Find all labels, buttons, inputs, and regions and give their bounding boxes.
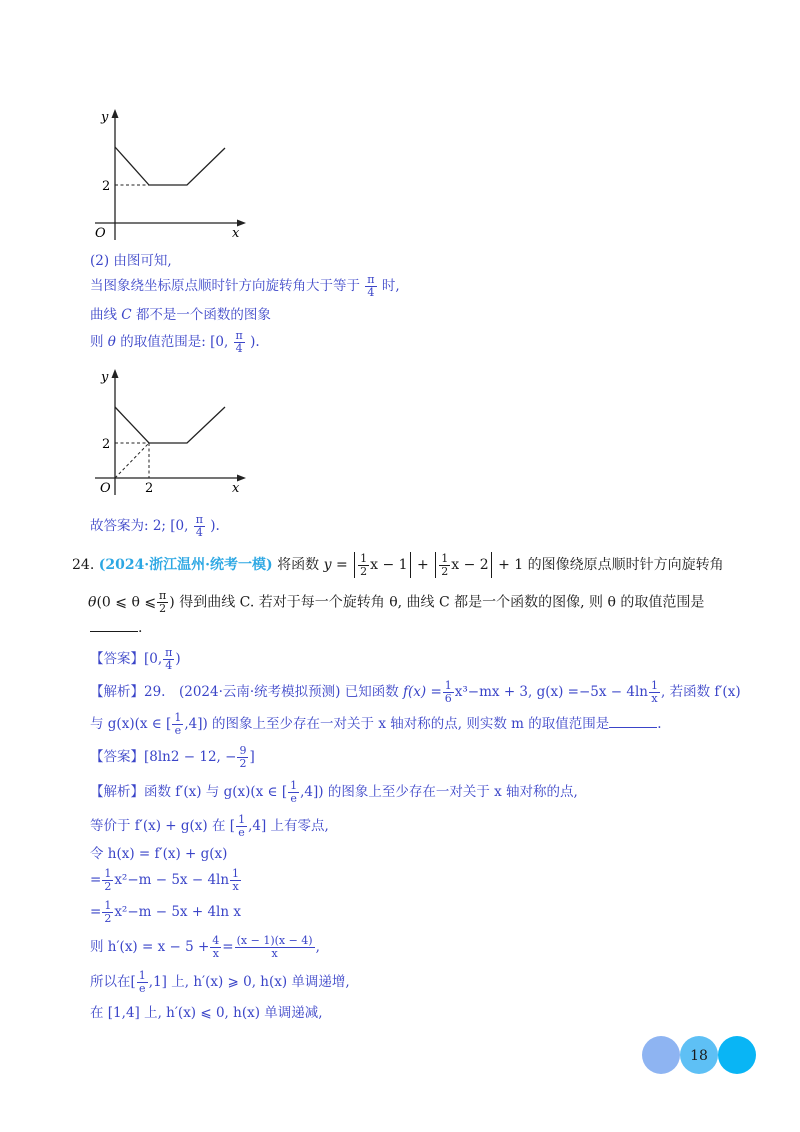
fraction: $\frac{1}{e}$ [238,813,246,839]
graph-2-tick-y: 2 [102,437,111,452]
graph-2-curve [115,407,225,443]
page-number: 18 [690,1048,708,1064]
analysis-line-2: 等价于 f′(x) + g(x) 在 [ $\frac{1}{e}$ ,4] 上有零点, [90,813,329,839]
fraction: $\frac{1}{x}$ [651,679,658,705]
analysis-line-6: 则 h′(x) = x − 5 + $\frac{4}{x}$ = $\frac{(x - 1)(x - 4)}{x}$ , [90,934,320,960]
fraction: $\frac{4}{x}$ [212,934,220,960]
fraction: $\frac{1}{e}$ [138,969,146,995]
graph-1-x-label: x [232,226,240,241]
fraction: $\frac{\pi}{4}$ [195,513,203,539]
page-number-badge [640,1035,760,1077]
graph-1-y-arrow [112,109,119,118]
fraction: $\frac{1}{e}$ [174,711,182,737]
solution-line-2: 当图象绕坐标原点顺时针方向旋转角大于等于 $\frac{\pi}{4}$ 时, [90,273,400,299]
graph-1-curve [115,147,225,185]
analysis-intro-line-2: 与 g(x)(x ∈ [ $\frac{1}{e}$ ,4]) 的图象上至少存在一对关于 x 轴对称的点, 则实数 m 的取值范围是 . [90,711,662,737]
problem-24-line-1: 24. (2024·浙江温州·统考一模) 将函数 y = $\frac{1}{2}$ x − 1 + $\frac{1}{2}$ x − 2 + 1 的图像绕原点顺时针方向旋转角 [72,551,724,578]
graph-2-tick-x: 2 [145,481,154,496]
solution-line-4: 则 θ 的取值范围是: [0, $\frac{\pi}{4}$ ). [90,329,260,355]
problem-24-line-3: . [90,618,142,638]
analysis-intro-line-1: 【解析】29. (2024·云南·统考模拟预测) 已知函数 f(x) = $\frac{1}{6}$ x³−mx + 3, g(x) =−5x − 4ln $\frac{1}{x}$ , 若函数 f′(x) [90,679,741,705]
fraction: $\frac{1}{6}$ [444,679,452,705]
graph-2-y-arrow [112,369,119,378]
fraction: $\frac{1}{2}$ [360,551,368,578]
fraction: $\frac{1}{e}$ [290,779,298,805]
fraction: $\frac{1}{2}$ [104,867,112,893]
fraction: $\frac{9}{2}$ [239,744,247,770]
graph-2-origin: O [100,481,111,496]
graph-2 [85,365,255,505]
fraction: $\frac{\pi}{4}$ [165,646,173,672]
analysis-line-5: = $\frac{1}{2}$ x²−m − 5x + 4ln x [90,899,241,925]
answer-blank [90,619,138,632]
answer2-line: 【答案】[8ln2 − 12, − $\frac{9}{2}$ ] [90,744,255,770]
graph-1 [85,105,255,245]
problem-24-line-2: θ(0 ⩽ θ ⩽ $\frac{\pi}{2}$ ) 得到曲线 C. 若对于每一个旋转角 θ, 曲线 C 都是一个函数的图像, 则 θ 的取值范围是 [88,589,705,615]
graph-2-y-label: y [101,370,109,385]
answer-line: 【答案】[0, $\frac{\pi}{4}$ ) [90,646,181,672]
fraction: $\frac{(x - 1)(x - 4)}{x}$ [236,934,313,960]
analysis-line-7: 所以在[ $\frac{1}{e}$ ,1] 上, h′(x) ⩾ 0, h(x) 单调递增, [90,969,350,995]
analysis-line-8: 在 [1,4] 上, h′(x) ⩽ 0, h(x) 单调递减, [90,1005,323,1021]
final-answer-prev: 故答案为: 2; [0, $\frac{\pi}{4}$ ). [90,513,220,539]
graph-2-x-label: x [232,481,240,496]
fraction: $\frac{1}{2}$ [441,551,449,578]
problem-source: (2024·浙江温州·统考一模) [98,557,273,573]
graph-1-origin: O [95,226,106,241]
graph-1-y-label: y [101,110,109,125]
fraction: $\frac{\pi}{4}$ [367,273,375,299]
analysis-line-3: 令 h(x) = f′(x) + g(x) [90,846,228,862]
fraction: $\frac{1}{2}$ [104,899,112,925]
analysis-line-4: = $\frac{1}{2}$ x²−m − 5x − 4ln $\frac{1}{x}$ [90,867,240,893]
fraction: $\frac{\pi}{2}$ [159,589,167,615]
fraction: $\frac{1}{x}$ [232,867,240,893]
fraction: $\frac{\pi}{4}$ [235,329,243,355]
graph-1-tick-y: 2 [102,179,111,194]
badge-dot-right [718,1036,756,1074]
solution-line-3: 曲线 C 都不是一个函数的图象 [90,307,271,323]
badge-dot-left [642,1036,680,1074]
solution-line-1: (2) 由图可知, [90,253,172,269]
answer-blank-2 [609,715,657,728]
graph-2-dash-diag [115,443,149,478]
analysis-line-1: 【解析】函数 f′(x) 与 g(x)(x ∈ [ $\frac{1}{e}$ ,4]) 的图象上至少存在一对关于 x 轴对称的点, [90,779,578,805]
